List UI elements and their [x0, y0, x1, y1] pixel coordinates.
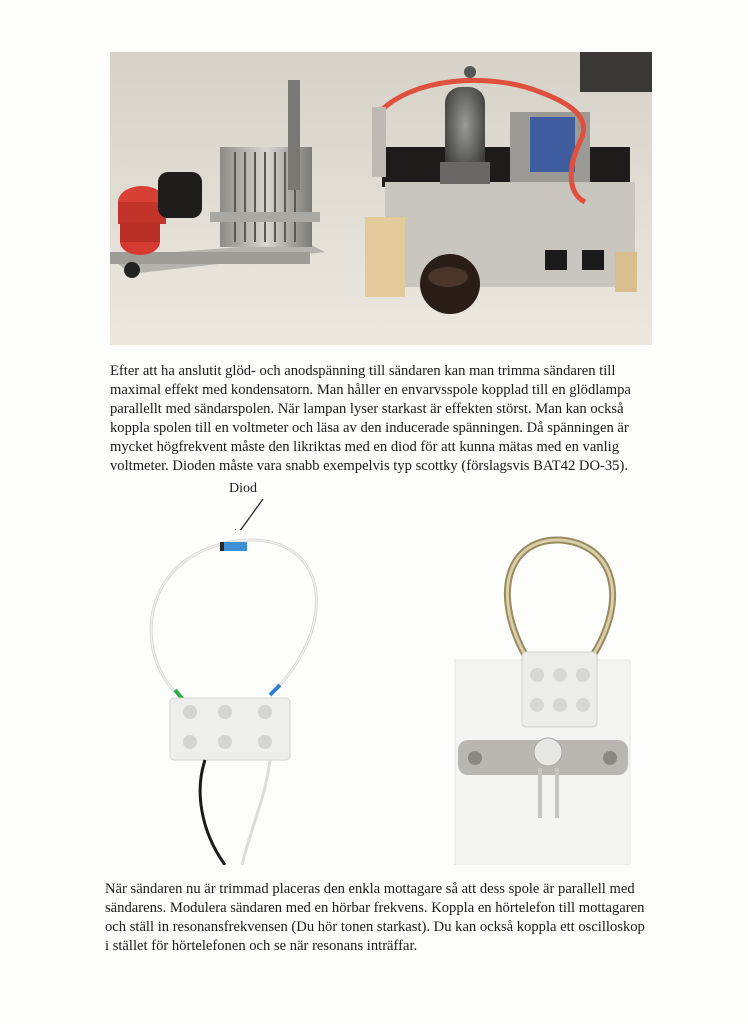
diode-label: Diod	[229, 481, 257, 496]
paragraph-tuning-instructions	[110, 362, 631, 476]
text-line: parallellt med sändarspolen. När lampan lyser starkast är effekten störst. Man kan också	[110, 401, 624, 417]
text-line: maximal effekt med kondensatorn. Man håller en envarvsspole kopplad till en glödlampa	[110, 382, 631, 398]
text-line: koppla spolen till en voltmeter och läsa av den inducerade spänningen. Då spänningen är	[110, 420, 629, 436]
paragraph-receiver-instructions	[105, 880, 645, 956]
diode-loop-photo	[130, 530, 350, 865]
text-line: voltmeter. Dioden måste vara snabb exempelvis typ scottky (förslagsvis BAT42 DO-35).	[110, 458, 628, 474]
text-line: Efter att ha anslutit glöd- och anodspänning till sändaren kan man trimma sändaren till	[110, 363, 616, 379]
text-line: och ställ in resonansfrekvensen (Du hör tonen starkast). Du kan också koppla ett oscilloskop	[105, 919, 645, 935]
text-line: När sändaren nu är trimmad placeras den enkla mottagare så att dess spole är parallell med	[105, 881, 635, 897]
transmitter-photo	[110, 52, 652, 345]
text-line: sändarens. Modulera sändaren med en hörbar frekvens. Koppla en hörtelefon till mottagaren	[105, 900, 645, 916]
receiver-loop-photo	[440, 530, 640, 865]
text-line: mycket högfrekvent måste den likriktas med en diod för att kunna mätas med en vanlig	[110, 439, 620, 455]
text-line: i stället för hörtelefonen och se när resonans inträffar.	[105, 938, 418, 954]
